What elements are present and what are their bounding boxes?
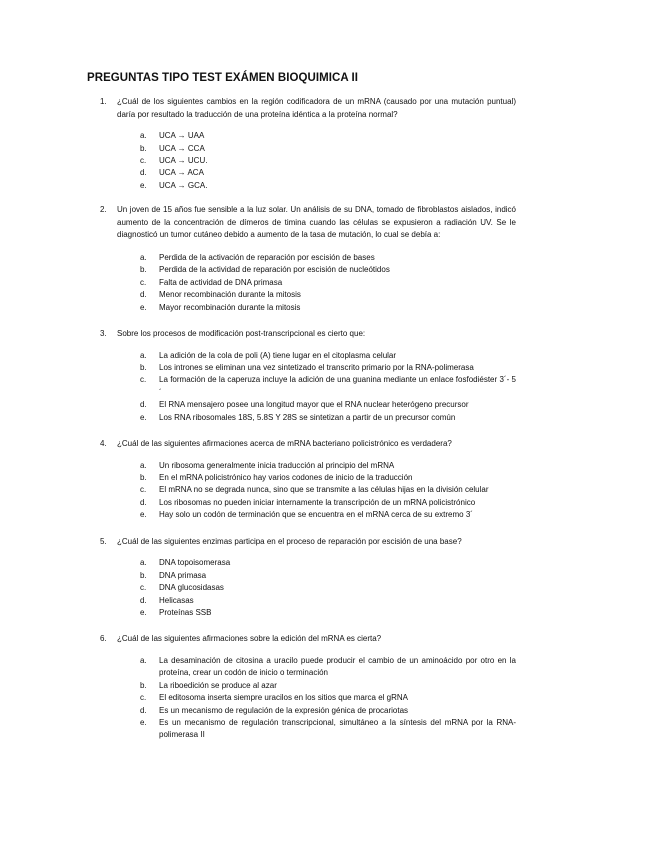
option-b (117, 143, 516, 155)
option-letter: b. (140, 143, 147, 153)
option-letter: d. (140, 497, 147, 507)
option-text: La adición de la cola de poli (A) tiene lugar en el citoplasma celular (159, 350, 397, 360)
option-letter: b. (140, 570, 147, 580)
option-letter: c. (140, 375, 147, 385)
option-letter: e. (140, 607, 147, 617)
question-number: 2. (100, 205, 107, 215)
question-text: ¿Cuál de las siguientes enzimas participa en el proceso de reparación por escisión de una base? (117, 536, 462, 546)
option-letter: d. (140, 168, 147, 178)
option-b (117, 570, 516, 582)
document-title: PREGUNTAS TIPO TEST EXÁMEN BIOQUIMICA II (87, 72, 358, 84)
question-text: Sobre los procesos de modificación post-transcripcional es cierto que: (117, 329, 366, 339)
option-letter: a. (140, 253, 147, 262)
option-e (117, 180, 516, 192)
option-letter: e. (140, 412, 147, 422)
option-letter: e. (140, 717, 147, 727)
option-b (117, 680, 516, 692)
option-c (117, 484, 516, 496)
option-text: Hay solo un codón de terminación que se encuentra en el mRNA cerca de su extremo 3´ (159, 510, 473, 520)
option-text: El mRNA no se degrada nunca, sino que se transmite a las células hijas en la división celular (159, 485, 489, 495)
option-list (117, 130, 516, 192)
option-text: La riboedición se produce al azar (159, 680, 277, 690)
option-letter: e. (140, 510, 147, 520)
option-letter: a. (140, 460, 147, 470)
option-e (117, 412, 516, 424)
option-text: Proteínas SSB (159, 607, 212, 617)
option-letter: a. (140, 655, 147, 665)
question-text: ¿Cuál de los siguientes cambios en la región codificadora de un mRNA (causado por una mutación puntual) daría por resultado la traducción de una proteína idéntica a la proteína normal? (117, 97, 516, 119)
option-list (117, 655, 516, 742)
option-e (117, 509, 516, 521)
option-a (117, 130, 516, 142)
option-letter: a. (140, 350, 147, 360)
option-d (117, 705, 516, 717)
option-b (117, 362, 516, 374)
question-number: 6. (100, 634, 107, 644)
option-c (117, 582, 516, 594)
question (0, 96, 655, 192)
option-text: Es un mecanismo de regulación transcripcional, simultáneo a la síntesis del mRNA por la RNA-polimerasa II (159, 717, 516, 740)
question (0, 633, 655, 741)
option-text: La desaminación de citosina a uracilo puede producir el cambio de un aminoácido por otro en la proteína, crear un codón de inicio o terminación (159, 655, 516, 678)
option-text: UCA → GCA. (159, 180, 208, 190)
option-letter: d. (140, 290, 147, 300)
option-d (117, 167, 516, 179)
question (0, 328, 655, 424)
option-text: UCA → UAA (159, 131, 205, 141)
option-text: DNA glucosidasas (159, 583, 224, 593)
option-text: DNA topoisomerasa (159, 558, 231, 568)
option-text: UCA → UCU. (159, 156, 208, 165)
option-e (117, 607, 516, 619)
question-number: 5. (100, 536, 107, 546)
option-text: Menor recombinación durante la mitosis (159, 290, 301, 300)
option-text: Un ribosoma generalmente inicia traducción al principio del mRNA (159, 460, 395, 470)
option-e (117, 302, 516, 314)
option-text: DNA primasa (159, 570, 207, 580)
option-c (117, 155, 516, 167)
option-a (117, 655, 516, 680)
question-text: ¿Cuál de las siguientes afirmaciones acerca de mRNA bacteriano policistrónico es verdadera? (117, 439, 452, 449)
option-letter: c. (140, 156, 147, 165)
option-a (117, 460, 516, 472)
option-list (117, 557, 516, 619)
option-letter: b. (140, 473, 147, 483)
option-text: Mayor recombinación durante la mitosis (159, 302, 301, 312)
option-d (117, 497, 516, 509)
option-a (117, 350, 516, 362)
option-letter: e. (140, 180, 147, 190)
question-number: 3. (100, 329, 107, 339)
option-letter: d. (140, 705, 147, 715)
option-list (117, 460, 516, 522)
option-text: Helicasas (159, 595, 194, 605)
option-c (117, 374, 516, 399)
question-number: 1. (100, 97, 107, 106)
option-c (117, 277, 516, 289)
option-letter: b. (140, 680, 147, 690)
option-e (117, 717, 516, 742)
question (0, 204, 655, 314)
option-text: Falta de actividad de DNA primasa (159, 277, 283, 287)
option-list (117, 350, 516, 424)
option-b (117, 264, 516, 276)
question-list (0, 96, 655, 756)
option-b (117, 472, 516, 484)
question (0, 536, 655, 620)
option-letter: b. (140, 363, 147, 373)
option-text: El RNA mensajero posee una longitud mayor que el RNA nuclear heterógeno precursor (159, 400, 469, 410)
option-list (117, 252, 516, 314)
option-text: El editosoma inserta siempre uracilos en los sitios que marca el gRNA (159, 693, 408, 703)
option-text: UCA → CCA (159, 143, 205, 153)
option-letter: e. (140, 302, 147, 312)
option-d (117, 289, 516, 301)
option-letter: c. (140, 485, 147, 495)
option-text: Es un mecanismo de regulación de la expresión génica de procariotas (159, 705, 409, 715)
option-d (117, 399, 516, 411)
option-text: Los RNA ribosomales 18S, 5.8S Y 28S se sintetizan a partir de un precursor común (159, 412, 456, 422)
option-text: Perdida de la actividad de reparación por escisión de nucleótidos (159, 265, 390, 275)
option-text: UCA → ACA (159, 168, 204, 178)
question-text: Un joven de 15 años fue sensible a la luz solar. Un análisis de su DNA, tomado de fibroblastos aislados, indicó aumento de la concentración de dímeros de timina cuando las células se expusieron a radiación UV. Se le diagnosticó un tumor cutáneo debido a aumento de la tasa de mutación, lo cual se debía a: (117, 205, 516, 240)
option-a (117, 252, 516, 264)
option-letter: d. (140, 400, 147, 410)
option-letter: d. (140, 595, 147, 605)
option-d (117, 595, 516, 607)
option-letter: b. (140, 265, 147, 275)
option-letter: c. (140, 277, 147, 287)
option-text: Perdida de la activación de reparación por escisión de bases (159, 253, 375, 262)
option-letter: a. (140, 558, 147, 568)
option-letter: c. (140, 693, 147, 703)
option-letter: a. (140, 131, 147, 141)
option-a (117, 557, 516, 569)
option-text: En el mRNA policistrónico hay varios codones de inicio de la traducción (159, 473, 413, 483)
option-text: La formación de la caperuza incluye la adición de una guanina mediante un enlace fosfodiéster 3´- 5´ (159, 375, 516, 397)
option-text: Los ribosomas no pueden iniciar internamente la transcripción de un mRNA policistrónico (159, 497, 476, 507)
option-c (117, 692, 516, 704)
question-number: 4. (100, 439, 107, 449)
option-text: Los intrones se eliminan una vez sintetizado el transcrito primario por la RNA-polimerasa (159, 363, 474, 373)
question (0, 438, 655, 522)
option-letter: c. (140, 583, 147, 593)
question-text: ¿Cuál de las siguientes afirmaciones sobre la edición del mRNA es cierta? (117, 634, 382, 644)
